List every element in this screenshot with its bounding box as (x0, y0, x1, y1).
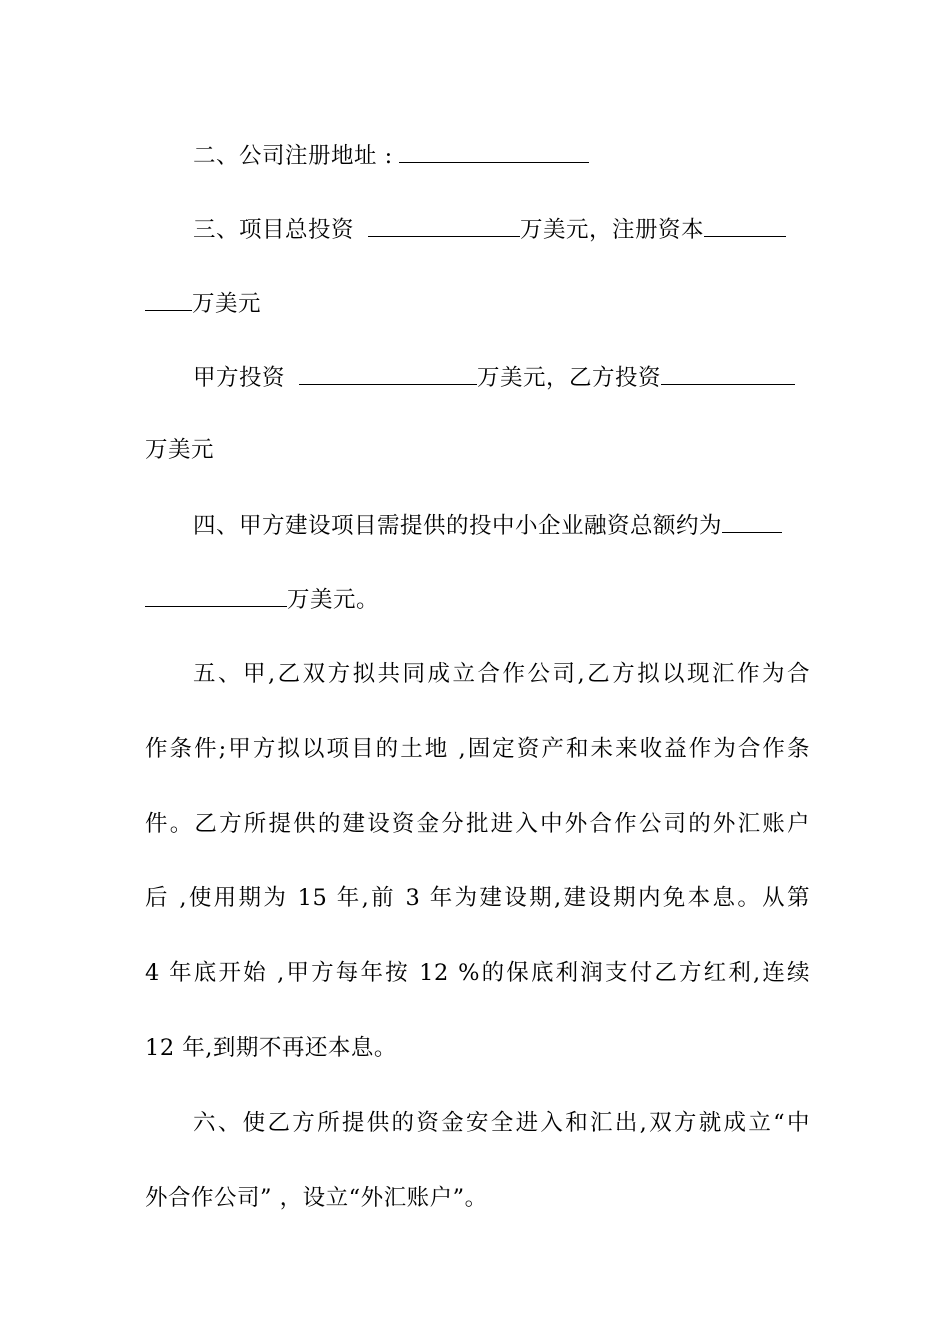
party-a-unit: 万美元， (477, 365, 570, 391)
clause-3-line-1 (193, 210, 810, 246)
investment-line-1 (193, 358, 810, 394)
clause-5-line-6: 12 年,到期不再还本息。 (145, 1035, 397, 1061)
clause-6-line-1: 六、使乙方所提供的资金安全进入和汇出,双方就成立“中 (193, 1110, 810, 1136)
registered-capital-blank-b (145, 284, 192, 311)
clause-3-text-b: 万美元，注册资本 (520, 217, 705, 243)
registered-address-blank (399, 136, 589, 163)
clause-2-line-1 (193, 136, 810, 172)
party-b-unit: 万美元 (145, 437, 215, 463)
clause-3-line-2 (145, 284, 810, 320)
clause-4-line-1 (193, 506, 810, 542)
financing-amount-blank-a (722, 506, 782, 533)
registered-capital-blank-a (704, 210, 786, 237)
party-b-investment-blank (661, 358, 795, 385)
clause-4-text-b: 万美元。 (287, 587, 380, 613)
clause-5-line-1: 五、甲,乙双方拟共同成立合作公司,乙方拟以现汇作为合 (193, 661, 810, 687)
clause-4-text-a: 四、甲方建设项目需提供的投中小企业融资总额约为 (193, 513, 723, 539)
clause-5-line-3: 件。乙方所提供的建设资金分批进入中外合作公司的外汇账户 (145, 811, 810, 837)
total-investment-blank (368, 210, 520, 237)
clause-5-line-4: 后 ,使用期为 15 年,前 3 年为建设期,建设期内免本息。从第 (145, 885, 810, 911)
clause-6-line-2: 外合作公司” ，设立“外汇账户”。 (145, 1185, 488, 1211)
financing-amount-blank-b (145, 580, 287, 607)
investment-line-2 (145, 432, 810, 468)
clause-4-line-2 (145, 580, 810, 616)
party-a-investment-label: 甲方投资 (193, 365, 286, 391)
clause-3-text-c: 万美元 (192, 291, 262, 317)
party-b-investment-label: 乙方投资 (569, 365, 662, 391)
clause-5-line-5: 4 年底开始 ,甲方每年按 12 %的保底利润支付乙方红利,连续 (145, 960, 810, 986)
clause-5-line-2: 作条件;甲方拟以项目的土地 ,固定资产和未来收益作为合作条 (145, 736, 810, 762)
clause-2-text: 二、公司注册地址 : (193, 143, 393, 169)
party-a-investment-blank (299, 358, 477, 385)
clause-3-text-a: 三、项目总投资 (193, 217, 355, 243)
